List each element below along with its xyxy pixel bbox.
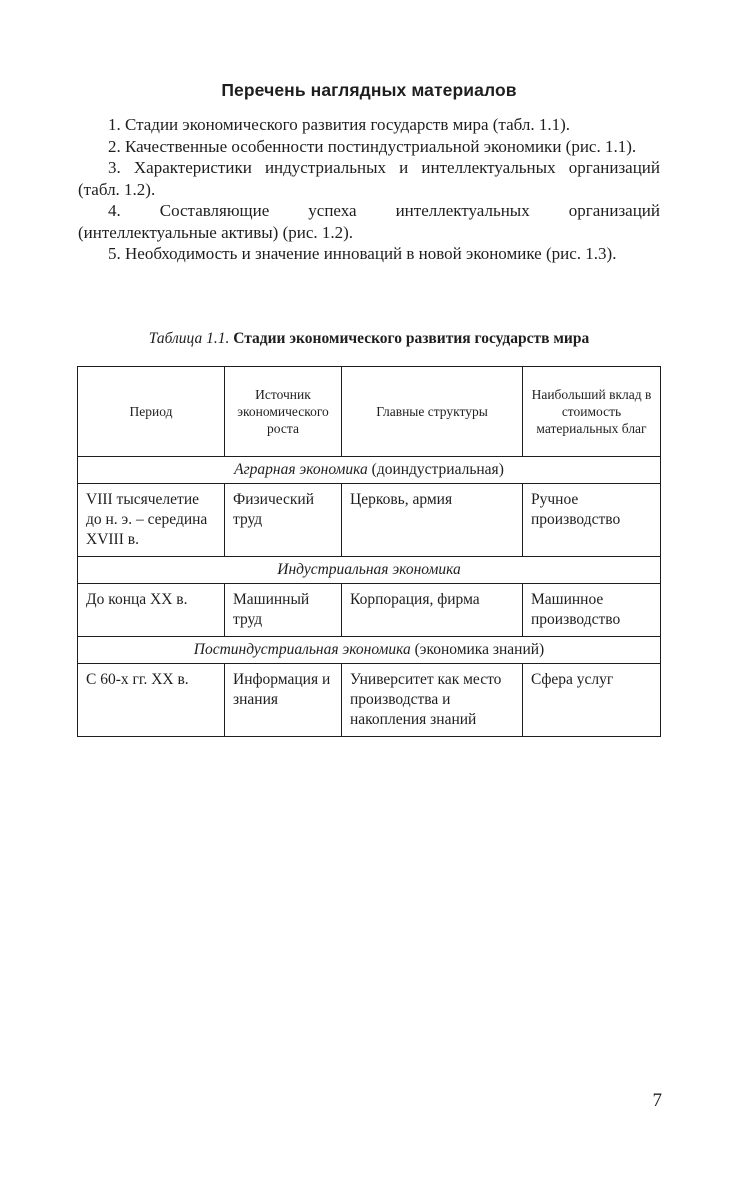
section-title: Постиндустриальная экономика (экономика знаний) xyxy=(78,637,661,664)
table-caption xyxy=(78,330,660,348)
materials-list xyxy=(78,114,660,265)
table-caption-title: Стадии экономического развития государств мира xyxy=(233,330,590,347)
cell-largest-contribution: Машинное производство xyxy=(523,584,661,637)
table-row xyxy=(78,664,661,737)
header-growth-source: Источник экономического роста xyxy=(225,367,342,457)
list-item: 3. Характеристики индустриальных и интеллектуальных организаций (табл. 1.2). xyxy=(78,158,660,199)
section-row xyxy=(78,637,661,664)
cell-period: До конца XX в. xyxy=(78,584,225,637)
cell-largest-contribution: Ручное производство xyxy=(523,484,661,557)
section-row xyxy=(78,457,661,484)
list-item: 2. Качественные особенности постиндустриальной экономики (рис. 1.1). xyxy=(108,136,637,156)
section-title: Индустриальная экономика xyxy=(78,557,661,584)
section-row xyxy=(78,557,661,584)
list-item: 1. Стадии экономического развития государств мира (табл. 1.1). xyxy=(108,115,570,134)
cell-growth-source: Информация и знания xyxy=(225,664,342,737)
table-row xyxy=(78,484,661,557)
list-item: 5. Необходимость и значение инноваций в новой экономике (рис. 1.3). xyxy=(108,244,617,263)
header-largest-contribution: Наибольший вклад в стоимость материальных благ xyxy=(523,367,661,457)
page-number: 7 xyxy=(652,1090,662,1111)
stages-table xyxy=(77,366,661,737)
section-title: Аграрная экономика (доиндустриальная) xyxy=(78,457,661,484)
cell-main-structures: Корпорация, фирма xyxy=(342,584,523,637)
cell-main-structures: Университет как место производства и накопления знаний xyxy=(342,664,523,737)
table-header-row xyxy=(78,367,661,457)
header-period: Период xyxy=(78,367,225,457)
table-row xyxy=(78,584,661,637)
cell-growth-source: Машинный труд xyxy=(225,584,342,637)
cell-largest-contribution: Сфера услуг xyxy=(523,664,661,737)
table-caption-number: Таблица 1.1. xyxy=(148,330,230,347)
cell-growth-source: Физический труд xyxy=(225,484,342,557)
cell-period: VIII тысячелетие до н. э. – середина XVIII в. xyxy=(78,484,225,557)
page-heading: Перечень наглядных материалов xyxy=(221,80,517,100)
header-main-structures: Главные структуры xyxy=(342,367,523,457)
cell-period: С 60-х гг. XX в. xyxy=(78,664,225,737)
cell-main-structures: Церковь, армия xyxy=(342,484,523,557)
list-item: 4. Составляющие успеха интеллектуальных организаций (интеллектуальные активы) (рис. 1.2). xyxy=(78,201,660,242)
